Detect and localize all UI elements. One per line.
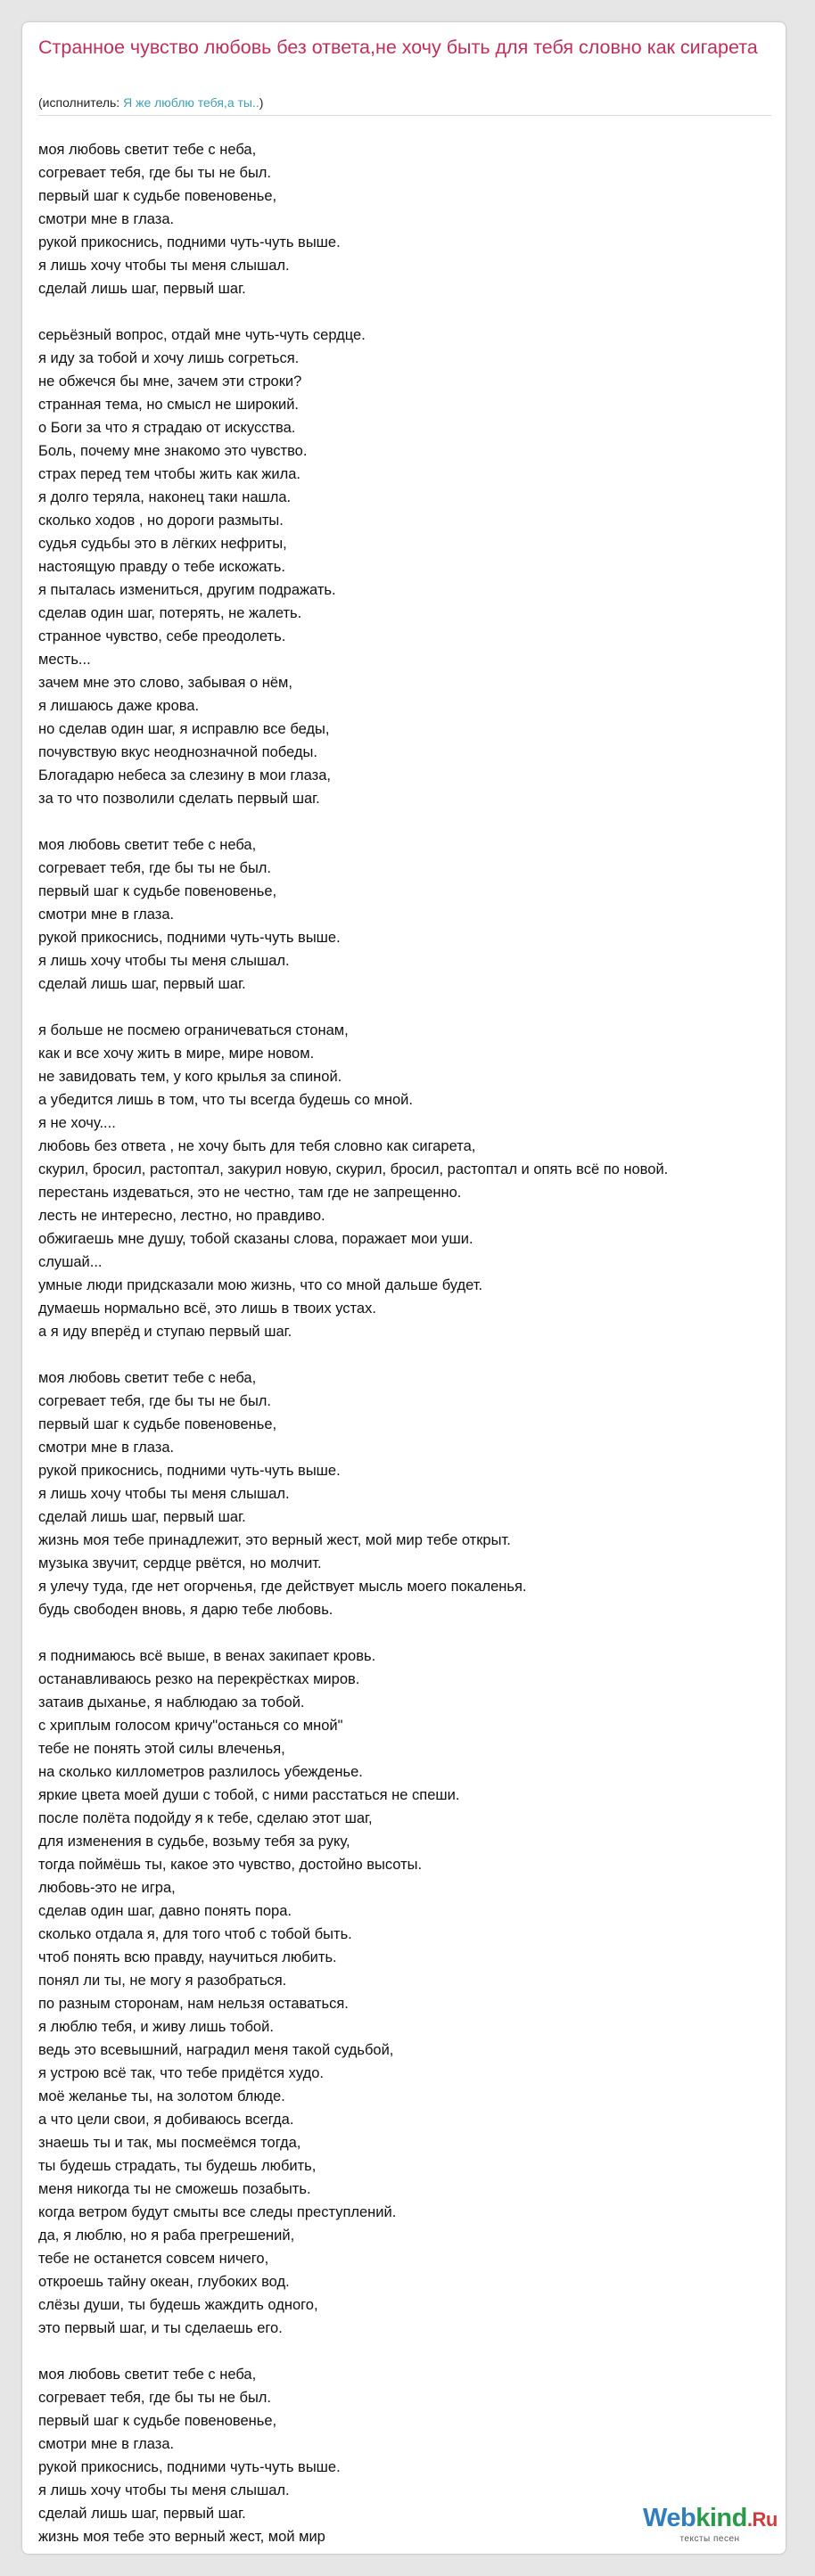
lyric-line: не завидовать тем, у кого крылья за спиной. — [38, 1069, 342, 1085]
lyric-line: я лишь хочу чтобы ты меня слышал. — [38, 1486, 290, 1502]
lyric-line: я улечу туда, где нет огорченья, где действует мысль моего покаленья. — [38, 1579, 527, 1595]
lyric-line: чтоб понять всю правду, научиться любить. — [38, 1949, 337, 1965]
lyric-line — [38, 1343, 815, 1366]
lyric-line: после полёта подойду я к тебе, сделаю этот шаг, — [38, 1810, 373, 1826]
lyric-line: знаешь ты и так, мы посмеёмся тогда, — [38, 2135, 301, 2151]
lyric-line: я больше не посмею ограничеваться стонам, — [38, 1022, 349, 1038]
lyric-line: почувствую вкус неоднозначной победы. — [38, 744, 317, 760]
lyric-line: откроешь тайну океан, глубоких вод. — [38, 2274, 290, 2290]
lyric-line: да, я люблю, но я раба прегрешений, — [38, 2227, 295, 2244]
lyric-line: а я иду вперёд и ступаю первый шаг. — [38, 1324, 292, 1340]
lyric-line: как и все хочу жить в мире, мире новом. — [38, 1046, 315, 1062]
lyric-line: думаешь нормально всё, это лишь в твоих устах. — [38, 1300, 376, 1317]
lyric-line: жизнь моя тебе это верный жест, мой мир — [38, 2529, 325, 2545]
lyric-line: моя любовь светит тебе с неба, — [38, 142, 257, 158]
lyric-line: согревает тебя, где бы ты не был. — [38, 1393, 272, 1409]
lyric-line: месть... — [38, 652, 91, 668]
lyric-line: я иду за тобой и хочу лишь согреться. — [38, 350, 300, 366]
lyric-line: зачем мне это слово, забывая о нём, — [38, 675, 292, 691]
lyric-line: затаив дыханье, я наблюдаю за тобой. — [38, 1694, 305, 1710]
lyric-line: я лишь хочу чтобы ты меня слышал. — [38, 2482, 290, 2498]
lyric-line: серьёзный вопрос, отдай мне чуть-чуть сердце. — [38, 327, 366, 343]
logo-tagline: тексты песен — [679, 2534, 740, 2544]
lyric-line: смотри мне в глаза. — [38, 2436, 175, 2452]
lyric-line: я не хочу.... — [38, 1115, 116, 1131]
lyric-line: рукой прикоснись, подними чуть-чуть выше. — [38, 2459, 341, 2475]
lyric-line: смотри мне в глаза. — [38, 907, 175, 923]
lyric-line: жизнь моя тебе принадлежит, это верный жест, мой мир тебе открыт. — [38, 1532, 511, 1548]
lyric-line: сколько отдала я, для того чтоб с тобой быть. — [38, 1926, 352, 1942]
lyric-line: на сколько киллометров разлилось убежденье. — [38, 1764, 363, 1780]
lyric-line: ведь это всевышний, наградил меня такой судьбой, — [38, 2042, 394, 2058]
lyric-line: сделай лишь шаг, первый шаг. — [38, 281, 246, 297]
lyric-line: это первый шаг, и ты сделаешь его. — [38, 2320, 283, 2336]
lyric-line: слёзы души, ты будешь жаждить одного, — [38, 2297, 318, 2313]
lyric-line: смотри мне в глаза. — [38, 211, 175, 227]
lyric-line: ты будешь страдать, ты будешь любить, — [38, 2158, 317, 2174]
lyric-line: я лишаюсь даже крова. — [38, 698, 200, 714]
lyric-line: тебе не останется совсем ничего, — [38, 2251, 269, 2267]
lyric-line: но сделав один шаг, я исправлю все беды, — [38, 721, 330, 737]
lyric-line: моя любовь светит тебе с неба, — [38, 837, 257, 853]
lyric-line: рукой прикоснись, подними чуть-чуть выше. — [38, 1463, 341, 1479]
lyric-line: о Боги за что я страдаю от искусства. — [38, 420, 296, 436]
lyrics-card — [21, 21, 786, 2555]
lyric-line: первый шаг к судьбе повеновенье, — [38, 188, 277, 204]
lyric-line: когда ветром будут смыты все следы преступлений. — [38, 2204, 397, 2220]
lyrics-text — [38, 138, 815, 2548]
lyric-line: сколько ходов , но дороги размыты. — [38, 513, 284, 529]
lyric-line: лесть не интересно, лестно, но правдиво. — [38, 1208, 325, 1224]
lyric-line: будь свободен вновь, я дарю тебе любовь. — [38, 1602, 333, 1618]
lyric-line: а убедится лишь в том, что ты всегда будешь со мной. — [38, 1092, 413, 1108]
lyric-line: странное чувство, себе преодолеть. — [38, 628, 286, 644]
lyric-line: скурил, бросил, растоптал, закурил новую, скурил, бросил, растоптал и опять всё по новой. — [38, 1161, 669, 1177]
lyric-line: настоящую правду о тебе искожать. — [38, 559, 285, 575]
lyric-line: любовь без ответа , не хочу быть для тебя словно как сигарета, — [38, 1138, 476, 1154]
lyric-line: судья судьбы это в лёгких нефриты, — [38, 536, 287, 552]
lyric-line: я лишь хочу чтобы ты меня слышал. — [38, 953, 290, 969]
lyric-line: для изменения в судьбе, возьму тебя за руку, — [38, 1834, 350, 1850]
performer-line — [38, 94, 263, 111]
performer-prefix: (исполнитель: — [38, 95, 124, 110]
performer-link[interactable]: Я же люблю тебя,а ты.. — [123, 95, 259, 110]
lyric-line: я люблю тебя, и живу лишь тобой. — [38, 2019, 274, 2035]
lyric-line: рукой прикоснись, подними чуть-чуть выше. — [38, 930, 341, 946]
lyric-line — [38, 2340, 815, 2363]
lyric-line: моя любовь светит тебе с неба, — [38, 2367, 257, 2383]
lyric-line: за то что позволили сделать первый шаг. — [38, 791, 320, 807]
lyric-line: перестань издеваться, это не честно, там где не запрещенно. — [38, 1185, 462, 1201]
lyric-line: слушай... — [38, 1254, 103, 1270]
lyric-line: любовь-это не игра, — [38, 1880, 176, 1896]
lyric-line: с хриплым голосом кричу"останься со мной" — [38, 1718, 343, 1734]
lyric-line: согревает тебя, где бы ты не был. — [38, 2390, 272, 2406]
logo-wordmark: Webkind.Ru — [643, 2504, 778, 2532]
lyric-line: странная тема, но смысл не широкий. — [38, 397, 300, 413]
lyric-line: согревает тебя, где бы ты не был. — [38, 860, 272, 876]
lyric-line: сделав один шаг, давно понять пора. — [38, 1903, 292, 1919]
lyric-line: обжигаешь мне душу, тобой сказаны слова, поражает мои уши. — [38, 1231, 473, 1247]
lyric-line: сделай лишь шаг, первый шаг. — [38, 976, 246, 992]
lyric-line: моя любовь светит тебе с неба, — [38, 1370, 257, 1386]
lyric-line: рукой прикоснись, подними чуть-чуть выше. — [38, 234, 341, 250]
lyric-line: смотри мне в глаза. — [38, 1440, 175, 1456]
lyric-line: я пыталась измениться, другим подражать. — [38, 582, 336, 598]
lyric-line: я устрою всё так, что тебе придётся худо. — [38, 2065, 324, 2081]
lyric-line: тебе не понять этой силы влеченья, — [38, 1741, 285, 1757]
song-title: Странное чувство любовь без ответа,не хочу быть для тебя словно как сигарета — [38, 37, 758, 58]
lyric-line: Боль, почему мне знакомо это чувство. — [38, 443, 308, 459]
lyric-line: согревает тебя, где бы ты не был. — [38, 165, 272, 181]
lyric-line: Блогадарю небеса за слезину в мои глаза, — [38, 767, 331, 783]
lyric-line: тогда поймёшь ты, какое это чувство, достойно высоты. — [38, 1857, 423, 1873]
lyric-line: останавливаюсь резко на перекрёстках миров. — [38, 1671, 360, 1687]
lyric-line: я долго теряла, наконец таки нашла. — [38, 489, 292, 505]
lyric-line: по разным сторонам, нам нельзя оставаться. — [38, 1996, 349, 2012]
lyric-line: сделай лишь шаг, первый шаг. — [38, 1509, 246, 1525]
performer-suffix: ) — [259, 95, 264, 110]
lyric-line: меня никогда ты не сможешь позабыть. — [38, 2181, 311, 2197]
lyric-line: первый шаг к судьбе повеновенье, — [38, 883, 277, 899]
lyric-line — [38, 300, 815, 324]
lyric-line: не обжечся бы мне, зачем эти строки? — [38, 373, 302, 390]
lyric-line: я поднимаюсь всё выше, в венах закипает кровь. — [38, 1648, 376, 1664]
lyric-line — [38, 810, 815, 833]
lyric-line: а что цели свои, я добиваюсь всегда. — [38, 2112, 294, 2128]
lyric-line: музыка звучит, сердце рвётся, но молчит. — [38, 1555, 322, 1571]
lyric-line: страх перед тем чтобы жить как жила. — [38, 466, 301, 482]
lyric-line: первый шаг к судьбе повеновенье, — [38, 1416, 277, 1432]
lyric-line — [38, 1621, 815, 1645]
lyric-line: умные люди придсказали мою жизнь, что со мной дальше будет. — [38, 1277, 483, 1293]
lyric-line — [38, 996, 815, 1019]
lyric-line: понял ли ты, не могу я разобраться. — [38, 1973, 287, 1989]
webkind-logo[interactable] — [643, 2504, 777, 2545]
lyric-line: сделав один шаг, потерять, не жалеть. — [38, 605, 302, 621]
lyric-line: я лишь хочу чтобы ты меня слышал. — [38, 258, 290, 274]
lyric-line: яркие цвета моей души с тобой, с ними расстаться не спеши. — [38, 1787, 460, 1803]
title-divider — [38, 115, 771, 116]
lyric-line: первый шаг к судьбе повеновенье, — [38, 2413, 277, 2429]
lyric-line: сделай лишь шаг, первый шаг. — [38, 2506, 246, 2522]
lyric-line: моё желанье ты, на золотом блюде. — [38, 2088, 285, 2104]
